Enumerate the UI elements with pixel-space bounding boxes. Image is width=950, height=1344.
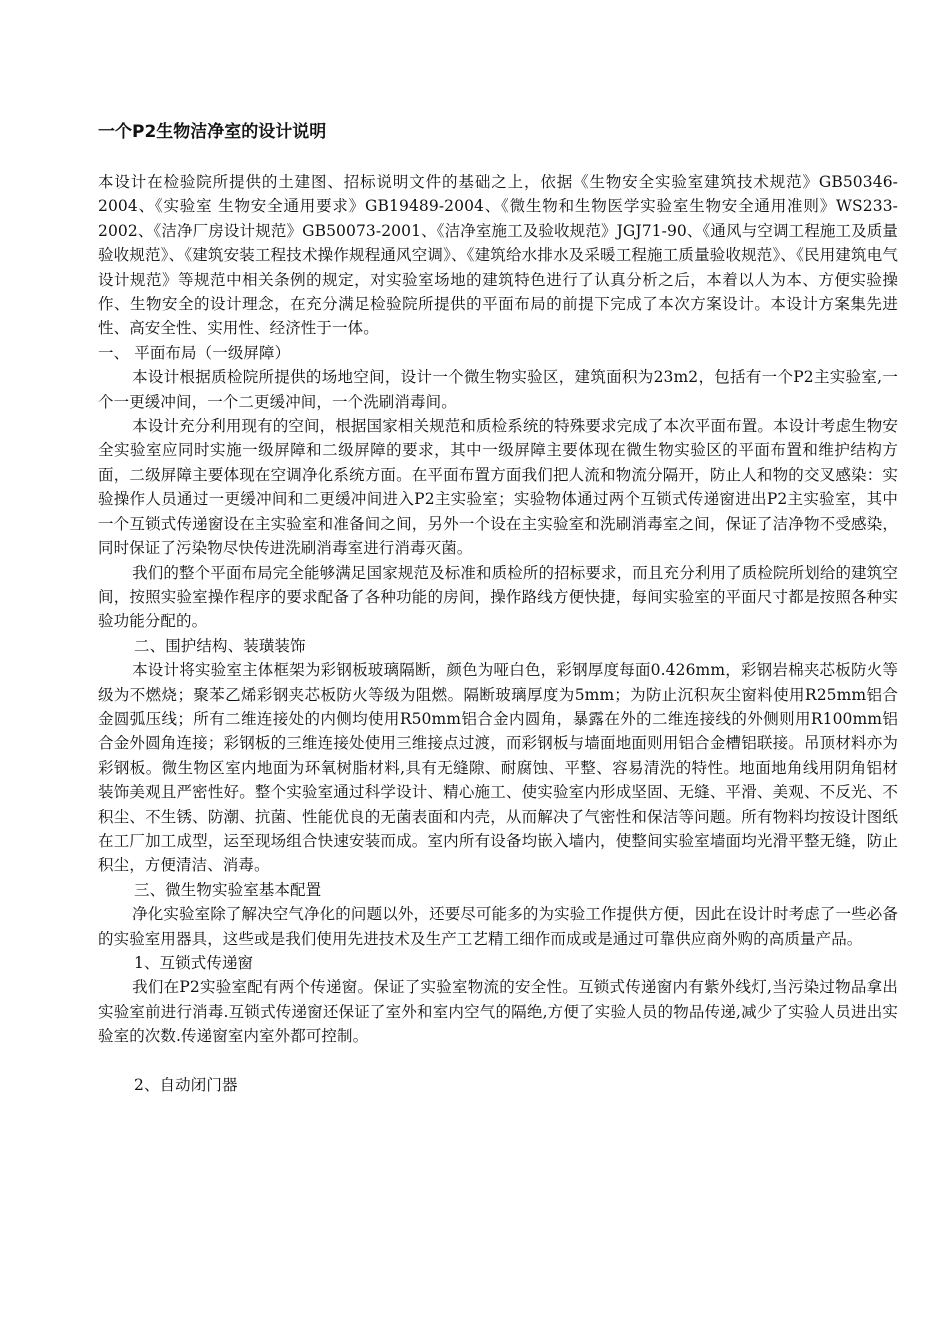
section1-paragraph-3: 我们的整个平面布局完全能够满足国家规范及标准和质检所的招标要求，而且充分利用了质检院所划给的建筑空间，按照实验室操作程序的要求配备了各种功能的房间，操作路线方便快捷，每间实验室的平面尺寸都是按照各种实验功能分配的。 xyxy=(98,563,898,631)
section1-heading: 一、 平面布局（一级屏障） xyxy=(98,343,291,362)
page-title: 一个P2生物洁净室的设计说明 xyxy=(98,122,327,142)
item1-heading: 1、互锁式传递窗 xyxy=(134,954,254,972)
document-page xyxy=(98,120,898,1097)
section2-heading: 二、围护结构、装璜装饰 xyxy=(134,636,306,655)
section1-paragraph-1: 本设计根据质检院所提供的场地空间，设计一个微生物实验区，建筑面积为23m2，包括有一个P2主实验室,一个一更缓冲间，一个二更缓冲间，一个洗刷消毒间。 xyxy=(98,368,898,411)
intro-paragraph: 本设计在检验院所提供的土建图、招标说明文件的基础之上，依据《生物安全实验室建筑技术规范》GB50346-2004、《实验室 生物安全通用要求》GB19489-2004、《微生物和生物医学实验室生物安全通用准则》WS233-2002、《洁净厂房设计规范》GB50073-2001、《洁净室施工及验收规范》JGJ71-90、《通风与空调工程施工及质量验收规范》、《建筑安装工程技术操作规程通风空调》、《建筑给水排水及采暖工程施工质量验收规范》、《民用建筑电气设计规范》等规范中相关条例的规定，对实验室场地的建筑特色进行了认真分析之后，本着以人为本、方便实验操作、生物安全的设计理念，在充分满足检验院所提供的平面布局的前提下完成了本次方案设计。本设计方案集先进性、高安全性、实用性、经济性于一体。 xyxy=(98,173,898,338)
section1-paragraph-2: 本设计充分利用现有的空间，根据国家相关规范和质检系统的特殊要求完成了本次平面布置。本设计考虑生物安全实验室应同时实施一级屏障和二级屏障的要求，其中一级屏障主要体现在微生物实验区的平面布置和维护结构方面，二级屏障主要体现在空调净化系统方面。在平面布置方面我们把人流和物流分隔开，防止人和物的交叉感染：实验操作人员通过一更缓冲间和二更缓冲间进入P2主实验室；实验物体通过两个互锁式传递窗进出P2主实验室，其中一个互锁式传递窗设在主实验室和准备间之间，另外一个设在主实验室和洗刷消毒室之间，保证了洁净物不受感染，同时保证了污染物尽快传进洗刷消毒室进行消毒灭菌。 xyxy=(98,417,898,558)
spacer xyxy=(98,1049,898,1073)
item1-paragraph: 我们在P2实验室配有两个传递窗。保证了实验室物流的安全性。互锁式传递窗内有紫外线灯,当污染过物品拿出实验室前进行消毒.互锁式传递窗还保证了室外和室内空气的隔绝,方便了实验人员的物品传递,减少了实验人员进出实验室的次数.传递窗室内室外都可控制。 xyxy=(98,978,898,1046)
section3-paragraph-1: 净化实验室除了解决空气净化的问题以外，还要尽可能多的为实验工作提供方便，因此在设计时考虑了一些必备的实验室用器具，这些或是我们使用先进技术及生产工艺精工细作而成或是通过可靠供应商外购的高质量产品。 xyxy=(98,905,898,948)
section3-heading: 三、微生物实验室基本配置 xyxy=(134,880,322,899)
section2-paragraph-1: 本设计将实验室主体框架为彩钢板玻璃隔断，颜色为哑白色，彩钢厚度每面0.426mm，彩钢岩棉夹芯板防火等级为不燃烧；聚苯乙烯彩钢夹芯板防火等级为阻燃。隔断玻璃厚度为5mm；为防止沉积灰尘窗料使用R25mm铝合金圆弧压线；所有二维连接处的内侧均使用R50mm铝合金内圆角，暴露在外的二维连接线的外侧则用R100mm铝合金外圆角连接；彩钢板的三维连接处使用三维接点过渡，而彩钢板与墙面地面则用铝合金槽铝联接。吊顶材料亦为彩钢板。微生物区室内地面为环氧树脂材料,具有无缝隙、耐腐蚀、平整、容易清洗的特性。地面地角线用阴角铝材装饰美观且严密性好。整个实验室通过科学设计、精心施工、使实验室内形成坚固、无缝、平滑、美观、不反光、不积尘、不生锈、防潮、抗菌、性能优良的无菌表面和内壳，从而解决了气密性和保洁等问题。所有物料均按设计图纸在工厂加工成型，运至现场组合快速安装而成。室内所有设备均嵌入墙内，使整间实验室墙面均光滑平整无缝，防止积尘，方便清洁、消毒。 xyxy=(98,661,898,875)
item2-heading: 2、自动闭门器 xyxy=(134,1075,238,1094)
